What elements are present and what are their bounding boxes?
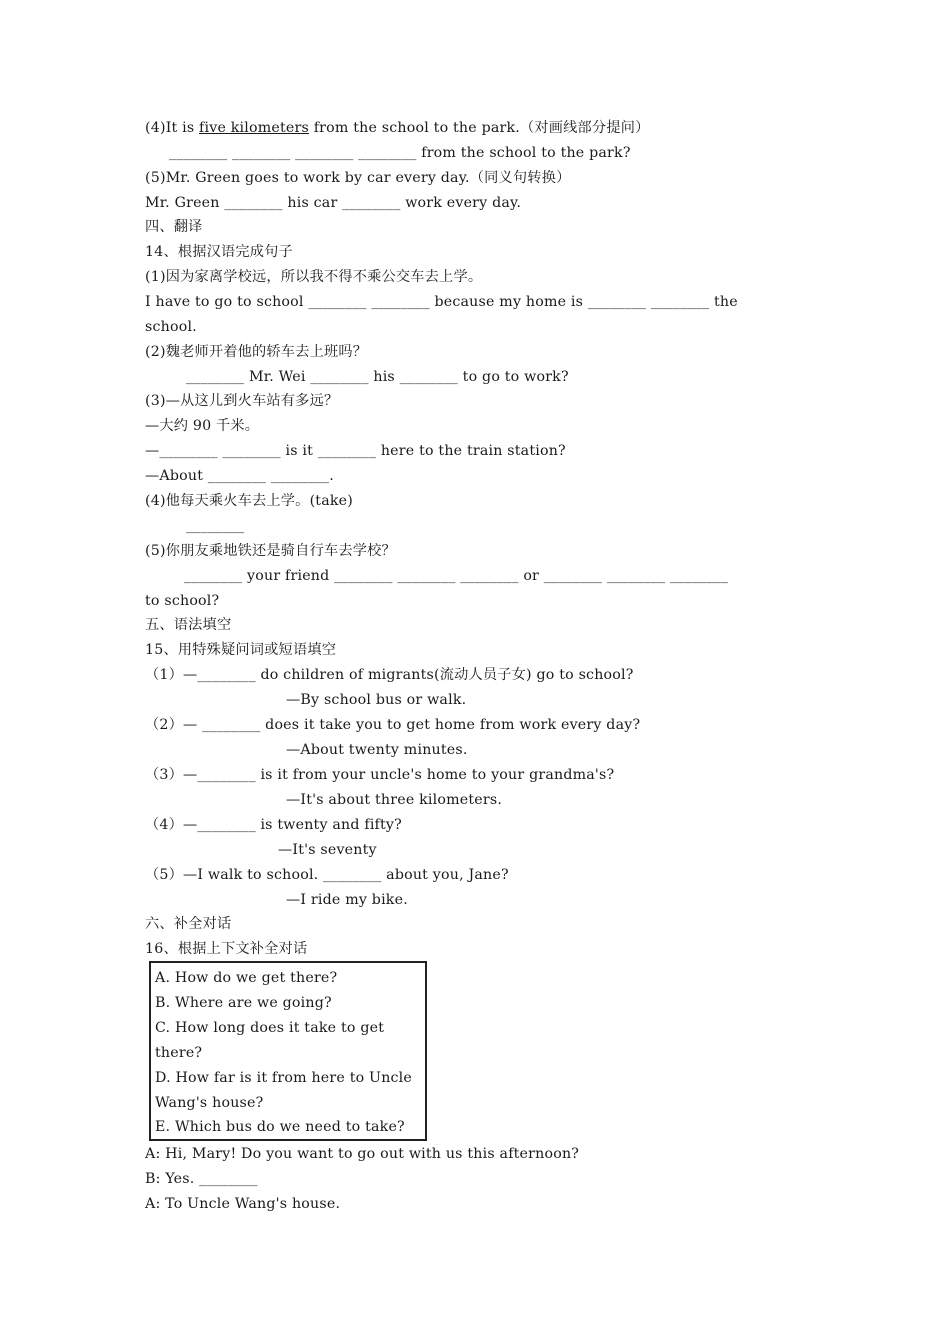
dialog-line-1: A: Hi, Mary! Do you want to go out with us this afternoon? bbox=[145, 1146, 580, 1162]
option-d-cont: Wang's house? bbox=[155, 1095, 264, 1111]
q15-2-answer: —About twenty minutes. bbox=[286, 742, 468, 758]
dialog-line-3: A: To Uncle Wang's house. bbox=[145, 1196, 341, 1212]
q14-4-chinese: (4)他每天乘火车去上学。(take) bbox=[145, 493, 353, 509]
q14-1-english: I have to go to school ________ ________ because my home is ________ ________ the bbox=[145, 294, 738, 310]
q14-5-chinese: (5)你朋友乘地铁还是骑自行车去学校？ bbox=[145, 543, 396, 559]
q14-4-english: ________ bbox=[186, 518, 245, 534]
q14-3-english: —________ ________ is it ________ here to the train station? bbox=[145, 443, 566, 459]
q14-5-english-cont: to school? bbox=[145, 593, 220, 609]
q5-answer-line: Mr. Green ________ his car ________ work every day. bbox=[145, 195, 522, 211]
section-5-heading: 五、语法填空 bbox=[145, 617, 232, 633]
option-c: C. How long does it take to get bbox=[155, 1020, 385, 1036]
q14-3-chinese-answer: —大约 90 千米。 bbox=[145, 418, 260, 434]
q15-5-answer: —I ride my bike. bbox=[286, 892, 408, 908]
q4-question: (4)It is five kilometers from the school to the park.（对画线部分提问） bbox=[145, 120, 650, 136]
section-6-heading: 六、补全对话 bbox=[145, 916, 232, 932]
q4-answer-line: ________ ________ ________ ________ from the school to the park? bbox=[169, 145, 631, 161]
option-d: D. How far is it from here to Uncle bbox=[155, 1070, 413, 1086]
q4-underlined-phrase: five kilometers bbox=[199, 120, 309, 136]
q15-5-question: （5）—I walk to school. ________ about you, Jane? bbox=[145, 867, 509, 883]
q15-2-question: （2）— ________ does it take you to get home from work every day? bbox=[145, 717, 641, 733]
q5-question: (5)Mr. Green goes to work by car every day.（同义句转换） bbox=[145, 170, 571, 186]
option-a: A. How do we get there? bbox=[155, 970, 338, 986]
q16-title: 16、根据上下文补全对话 bbox=[145, 941, 308, 957]
option-e: E. Which bus do we need to take? bbox=[155, 1119, 405, 1135]
options-box bbox=[149, 961, 427, 1141]
q14-2-chinese: (2)魏老师开着他的轿车去上班吗？ bbox=[145, 344, 368, 360]
q14-5-english: ________ your friend ________ ________ ________ or ________ ________ ________ bbox=[184, 568, 729, 584]
q15-3-question: （3）—________ is it from your uncle's home to your grandma's? bbox=[145, 767, 615, 783]
q15-1-answer: —By school bus or walk. bbox=[286, 692, 467, 708]
q14-1-english-cont: school. bbox=[145, 319, 197, 335]
section-4-heading: 四、翻译 bbox=[145, 219, 203, 235]
q15-4-question: （4）—________ is twenty and fifty? bbox=[145, 817, 402, 833]
q14-3-chinese: (3)—从这儿到火车站有多远？ bbox=[145, 393, 339, 409]
q15-1-question: （1）—________ do children of migrants(流动人员子女) go to school? bbox=[145, 667, 634, 683]
q14-1-chinese: (1)因为家离学校远，所以我不得不乘公交车去上学。 bbox=[145, 269, 483, 285]
q15-4-answer: —It's seventy bbox=[278, 842, 377, 858]
q14-3-english-answer: —About ________ ________. bbox=[145, 468, 334, 484]
q14-2-english: ________ Mr. Wei ________ his ________ to go to work? bbox=[186, 369, 569, 385]
q14-title: 14、根据汉语完成句子 bbox=[145, 244, 293, 260]
dialog-line-2: B: Yes. ________ bbox=[145, 1171, 258, 1187]
q15-3-answer: —It's about three kilometers. bbox=[286, 792, 503, 808]
option-c-cont: there? bbox=[155, 1045, 203, 1061]
option-b: B. Where are we going? bbox=[155, 995, 332, 1011]
q15-title: 15、用特殊疑问词或短语填空 bbox=[145, 642, 337, 658]
